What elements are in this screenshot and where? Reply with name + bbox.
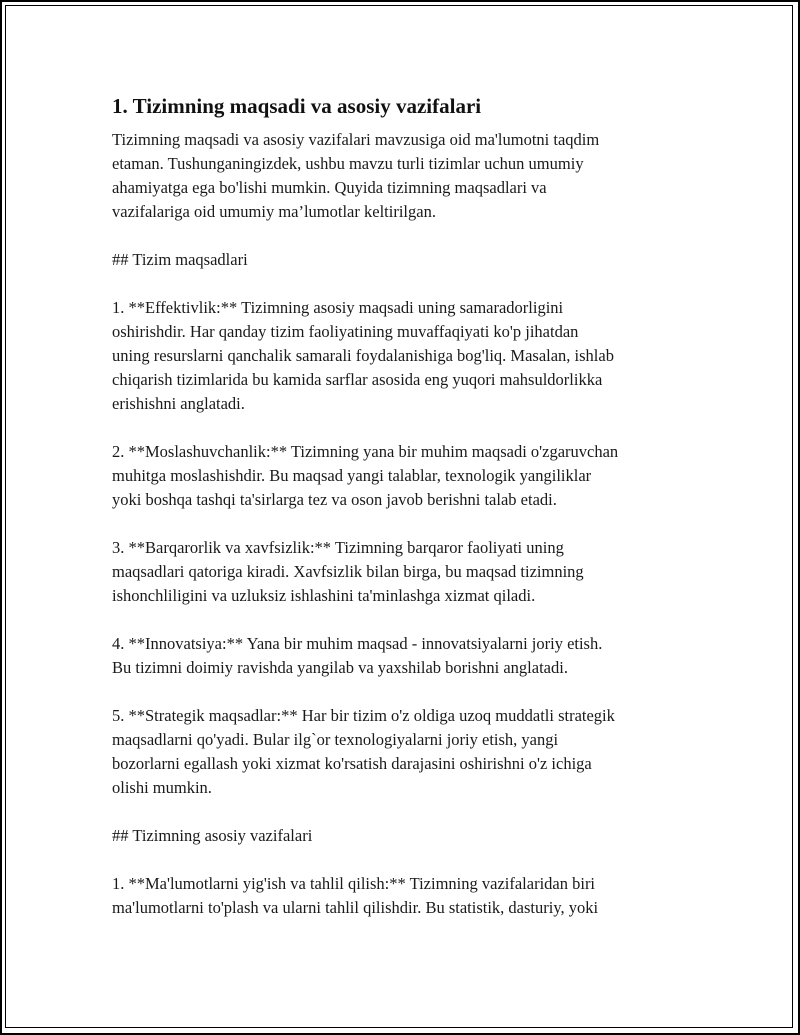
section-heading-goals: ## Tizim maqsadlari (112, 250, 248, 269)
task-item-data-collection: 1. **Ma'lumotlarni yig'ish va tahlil qilish:** Tizimning vazifalaridan biri ma'lumotlarni to'plash va ularni tahlil qilishdir. Bu statistik, dasturiy, yoki (112, 874, 599, 917)
goal-item-stability: 3. **Barqarorlik va xavfsizlik:** Tizimning barqaror faoliyati uning maqsadlari qatoriga kiradi. Xavfsizlik bilan birga, bu maqsad tizimning ishonchliligini va uzluksiz ishlashini ta'minlashga xizmat qiladi. (112, 538, 584, 605)
section-heading-tasks: ## Tizimning asosiy vazifalari (112, 826, 313, 845)
goal-item-strategic: 5. **Strategik maqsadlar:** Har bir tizim o'z oldiga uzoq muddatli strategik maqsadlarni qo'yadi. Bular ilg`or texnologiyalarni joriy etish, yangi bozorlarni egallash yoki xizmat ko'rsatish darajasini oshirishni o'z ichiga olishi mumkin. (112, 706, 615, 797)
goal-item-effectiveness: 1. **Effektivlik:** Tizimning asosiy maqsadi uning samaradorligini oshirishdir. Har qanday tizim faoliyatining muvaffaqiyati ko'p jihatdan uning resurslarni qanchalik samarali foydalanishiga bog'liq. Masalan, ishlab chiqarish tizimlarida bu kamida sarflar asosida eng yuqori mahsuldorlikka erishishni anglatadi. (112, 298, 614, 413)
document-content (112, 92, 692, 944)
goal-item-innovation: 4. **Innovatsiya:** Yana bir muhim maqsad - innovatsiyalarni joriy etish. Bu tizimni doimiy ravishda yangilab va yaxshilab borishni anglatadi. (112, 634, 603, 677)
intro-paragraph: Tizimning maqsadi va asosiy vazifalari mavzusiga oid ma'lumotni taqdim etaman. Tushunganingizdek, ushbu mavzu turli tizimlar uchun umumiy ahamiyatga ega bo'lishi mumkin. Quyida tizimning maqsadlari va vazifalariga oid umumiy ma’lumotlar keltirilgan. (112, 130, 600, 221)
goal-item-flexibility: 2. **Moslashuvchanlik:** Tizimning yana bir muhim maqsadi o'zgaruvchan muhitga moslashishdir. Bu maqsad yangi talablar, texnologik yangiliklar yoki boshqa tashqi ta'sirlarga tez va oson javob berishni talab etadi. (112, 442, 619, 509)
document-title: 1. Tizimning maqsadi va asosiy vazifalari (112, 94, 482, 118)
